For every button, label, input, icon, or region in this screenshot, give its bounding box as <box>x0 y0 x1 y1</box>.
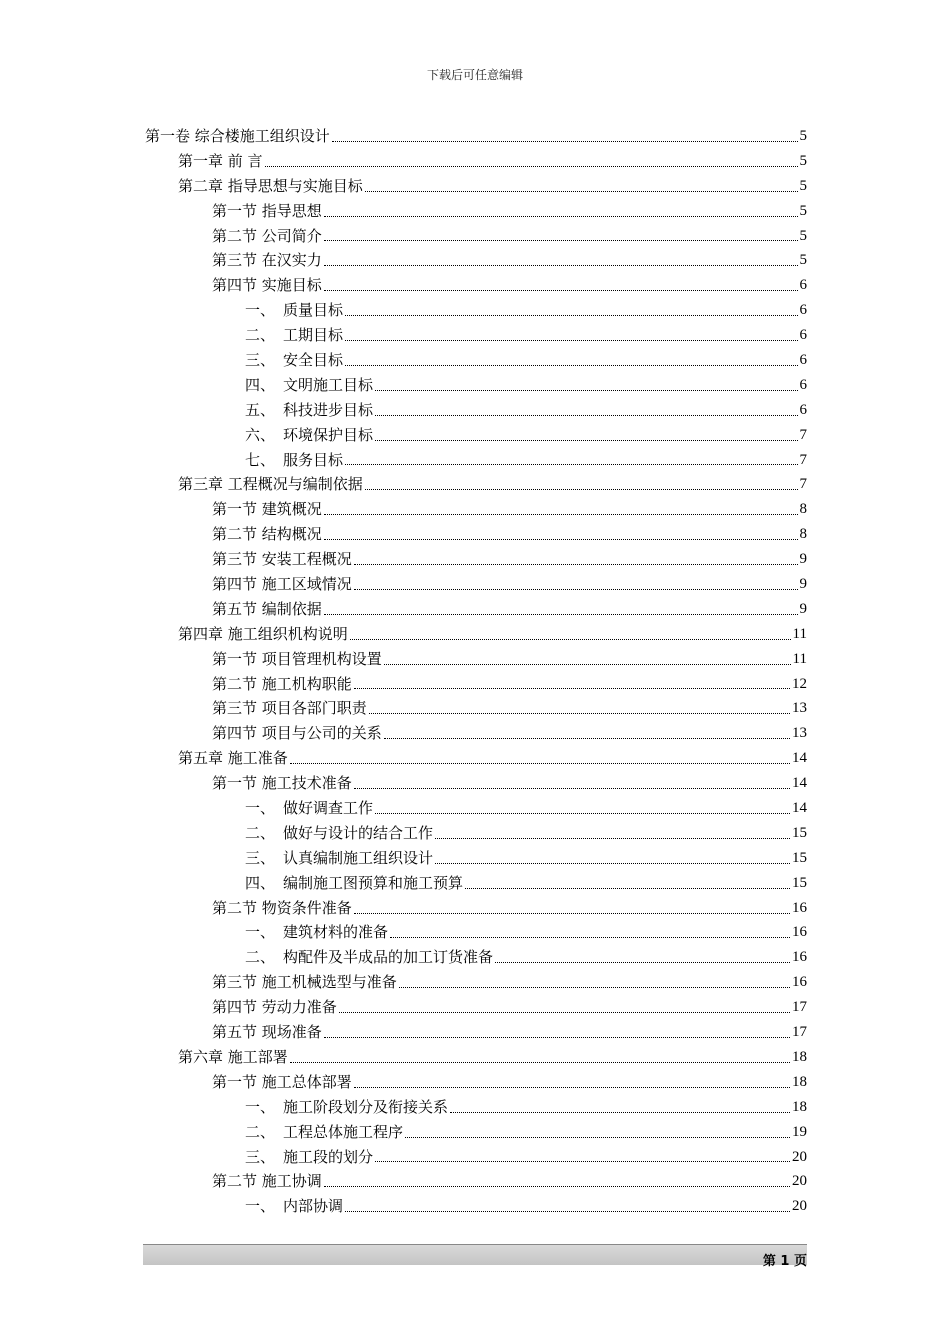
toc-entry-text: 工程总体施工程序 <box>283 1122 404 1141</box>
dot-leader <box>324 240 798 241</box>
toc-entry-page: 14 <box>792 775 807 792</box>
toc-entry-title <box>245 348 343 373</box>
toc-entry-text: 施工阶段划分及衔接关系 <box>283 1097 449 1116</box>
toc-entry-page: 8 <box>799 526 807 543</box>
toc-entry-title <box>212 771 352 796</box>
toc-entry-text: 建筑材料的准备 <box>283 923 389 942</box>
dot-leader <box>354 589 798 590</box>
toc-entry-title <box>212 970 397 995</box>
dot-leader <box>290 1062 790 1063</box>
toc-entry-title <box>212 896 352 921</box>
toc-entry-title <box>212 522 322 547</box>
toc-entry-page: 6 <box>799 302 807 319</box>
toc-entry-page: 15 <box>792 824 807 841</box>
toc-entry-title <box>178 174 363 199</box>
toc-entry-title <box>212 1070 352 1095</box>
dot-leader <box>354 913 790 914</box>
dot-leader <box>354 564 798 565</box>
toc-entry[interactable] <box>145 1045 807 1070</box>
toc-entry-text: 第二节 物资条件准备 <box>212 898 352 917</box>
toc-entry-title <box>245 423 373 448</box>
toc-entry[interactable] <box>145 1070 807 1095</box>
dot-leader <box>354 788 790 789</box>
toc-entry[interactable] <box>145 1145 807 1170</box>
toc-entry-title <box>245 1145 373 1170</box>
toc-entry-title <box>245 796 373 821</box>
dot-leader <box>324 539 798 540</box>
toc-entry-title <box>178 472 363 497</box>
dot-leader <box>375 415 797 416</box>
toc-entry-title <box>245 323 343 348</box>
toc-entry-page: 20 <box>792 1148 807 1165</box>
toc-entry-page: 20 <box>792 1198 807 1215</box>
toc-entry-page: 6 <box>799 401 807 418</box>
toc-entry[interactable] <box>145 572 807 597</box>
toc-entry-page: 6 <box>799 376 807 393</box>
toc-entry-title <box>178 622 348 647</box>
toc-entry-page: 18 <box>792 1073 807 1090</box>
toc-entry-title <box>212 497 322 522</box>
toc-entry-page: 13 <box>792 725 807 742</box>
dot-leader <box>339 1012 790 1013</box>
toc-entry-page: 5 <box>799 152 807 169</box>
toc-entry-text: 安全目标 <box>283 351 344 369</box>
toc-entry-page: 8 <box>799 501 807 518</box>
toc-entry-text: 第三节 在汉实力 <box>212 251 322 270</box>
toc-entry[interactable] <box>145 348 807 373</box>
toc-entry-text: 第三节 安装工程概况 <box>212 550 352 569</box>
dot-leader <box>332 141 798 142</box>
toc-entry-number: 一、 <box>245 301 276 320</box>
dot-leader <box>354 1087 790 1088</box>
toc-entry-text: 编制施工图预算和施工预算 <box>283 873 464 892</box>
toc-entry-text: 第五章 施工准备 <box>178 749 288 768</box>
toc-entry-page: 18 <box>792 1098 807 1115</box>
toc-entry-title <box>245 373 373 398</box>
toc-entry-text: 做好与设计的结合工作 <box>283 823 434 842</box>
toc-entry-page: 16 <box>792 949 807 966</box>
toc-entry-text: 第五节 编制依据 <box>212 599 322 618</box>
toc-entry[interactable] <box>145 796 807 821</box>
toc-entry-text: 第三章 工程概况与编制依据 <box>178 475 363 494</box>
toc-entry-page: 9 <box>799 551 807 568</box>
dot-leader <box>384 738 790 739</box>
dot-leader <box>365 489 798 490</box>
toc-entry-text: 第一节 施工技术准备 <box>212 774 352 793</box>
toc-entry[interactable] <box>145 248 807 273</box>
toc-entry-page: 16 <box>792 899 807 916</box>
toc-entry-number: 五、 <box>245 400 276 419</box>
toc-entry[interactable] <box>145 373 807 398</box>
dot-leader <box>354 688 790 689</box>
dot-leader <box>324 265 798 266</box>
toc-entry-text: 环境保护目标 <box>283 425 374 444</box>
toc-entry-page: 16 <box>792 924 807 941</box>
toc-entry-page: 12 <box>792 675 807 692</box>
footer-bar <box>143 1244 807 1265</box>
toc-entry-title <box>245 1095 448 1120</box>
toc-entry-number: 一、 <box>245 799 276 818</box>
toc-entry-title <box>245 871 463 896</box>
toc-entry-title <box>212 721 382 746</box>
toc-entry-title <box>245 920 388 945</box>
toc-entry-title <box>212 696 367 721</box>
dot-leader <box>399 987 790 988</box>
toc-entry[interactable] <box>145 647 807 672</box>
toc-entry-text: 第二节 公司简介 <box>212 226 322 245</box>
toc-entry-text: 第三节 施工机械选型与准备 <box>212 973 397 992</box>
toc-entry-page: 11 <box>792 650 807 667</box>
dot-leader <box>450 1112 790 1113</box>
toc-entry-text: 第一节 项目管理机构设置 <box>212 649 382 668</box>
toc-entry-page: 17 <box>792 999 807 1016</box>
toc-entry-text: 文明施工目标 <box>283 375 374 394</box>
toc-entry[interactable] <box>145 871 807 896</box>
toc-entry-page: 11 <box>792 625 807 642</box>
dot-leader <box>375 813 790 814</box>
toc-entry-text: 服务目标 <box>283 450 344 469</box>
dot-leader <box>375 440 797 441</box>
toc-entry-number: 一、 <box>245 1097 276 1116</box>
toc-entry-number: 一、 <box>245 1197 276 1216</box>
toc-entry-title <box>212 248 322 273</box>
dot-leader <box>495 962 790 963</box>
toc-entry-text: 工期目标 <box>283 326 344 345</box>
toc-entry[interactable] <box>145 970 807 995</box>
toc-entry-text: 第一节 指导思想 <box>212 201 322 220</box>
toc-entry-title <box>212 1020 322 1045</box>
toc-entry-text: 第一卷 综合楼施工组织设计 <box>145 126 330 145</box>
dot-leader <box>290 763 790 764</box>
dot-leader <box>435 838 790 839</box>
toc-entry-title <box>212 672 352 697</box>
toc-entry[interactable] <box>145 149 807 174</box>
toc-entry-title <box>245 398 373 423</box>
toc-entry[interactable] <box>145 199 807 224</box>
toc-entry[interactable] <box>145 1169 807 1194</box>
toc-entry[interactable] <box>145 696 807 721</box>
toc-entry-title <box>212 995 337 1020</box>
toc-entry[interactable] <box>145 298 807 323</box>
toc-entry-text: 第五节 现场准备 <box>212 1023 322 1042</box>
toc-entry-title <box>212 273 322 298</box>
toc-entry-text: 第四节 施工区域情况 <box>212 575 352 594</box>
toc-entry-title <box>245 1194 343 1219</box>
toc-entry-text: 第二章 指导思想与实施目标 <box>178 176 363 195</box>
toc-entry[interactable] <box>145 224 807 249</box>
toc-entry-text: 第二节 施工协调 <box>212 1172 322 1191</box>
footer-page-number: 第 1 页 <box>762 1254 807 1269</box>
toc-entry-page: 5 <box>799 227 807 244</box>
toc-entry-text: 第二节 结构概况 <box>212 525 322 544</box>
toc-entry[interactable] <box>145 1194 807 1219</box>
dot-leader <box>365 191 798 192</box>
toc-entry-page: 15 <box>792 874 807 891</box>
toc-entry[interactable] <box>145 547 807 572</box>
toc-entry-page: 7 <box>799 426 807 443</box>
dot-leader <box>375 390 797 391</box>
toc-entry-text: 第四节 劳动力准备 <box>212 998 337 1017</box>
toc-entry[interactable] <box>145 1095 807 1120</box>
dot-leader <box>369 713 790 714</box>
toc-entry-title <box>212 547 352 572</box>
dot-leader <box>345 340 797 341</box>
toc-entry-text: 第一节 施工总体部署 <box>212 1072 352 1091</box>
toc-entry-title <box>212 224 322 249</box>
toc-entry-title <box>212 647 382 672</box>
toc-entry-number: 四、 <box>245 873 276 892</box>
toc-entry[interactable] <box>145 921 807 946</box>
toc-entry-page: 13 <box>792 700 807 717</box>
dot-leader <box>465 888 790 889</box>
dot-leader <box>375 1161 790 1162</box>
toc-entry-title <box>245 1120 403 1145</box>
toc-entry[interactable] <box>145 174 807 199</box>
toc-entry[interactable] <box>145 721 807 746</box>
toc-entry[interactable] <box>145 995 807 1020</box>
toc-entry-number: 二、 <box>245 823 276 842</box>
toc-entry-title <box>245 298 343 323</box>
dot-leader <box>324 514 798 515</box>
toc-entry-title <box>178 149 263 174</box>
dot-leader <box>324 614 798 615</box>
dot-leader <box>324 1037 790 1038</box>
toc-entry-number: 三、 <box>245 1147 276 1166</box>
toc-entry-page: 17 <box>792 1024 807 1041</box>
toc-entry[interactable] <box>145 622 807 647</box>
table-of-contents <box>145 124 807 1219</box>
toc-entry[interactable] <box>145 472 807 497</box>
toc-entry-text: 内部协调 <box>283 1197 344 1216</box>
toc-entry[interactable] <box>145 821 807 846</box>
toc-entry-text: 第一章 前 言 <box>178 151 263 170</box>
toc-entry-title <box>212 597 322 622</box>
toc-entry-text: 第六章 施工部署 <box>178 1047 288 1066</box>
toc-entry-text: 构配件及半成品的加工订货准备 <box>283 948 494 967</box>
dot-leader <box>405 1137 790 1138</box>
toc-entry-number: 一、 <box>245 923 276 942</box>
dot-leader <box>384 664 791 665</box>
toc-entry-title <box>245 821 433 846</box>
dot-leader <box>350 639 791 640</box>
toc-entry-text: 第三节 项目各部门职责 <box>212 699 367 718</box>
toc-entry-number: 四、 <box>245 375 276 394</box>
toc-entry[interactable] <box>145 423 807 448</box>
toc-entry-page: 5 <box>799 127 807 144</box>
toc-entry-title <box>178 746 288 771</box>
toc-entry-page: 5 <box>799 177 807 194</box>
toc-entry[interactable] <box>145 273 807 298</box>
dot-leader <box>324 216 798 217</box>
toc-entry-text: 施工段的划分 <box>283 1147 374 1166</box>
toc-entry-number: 六、 <box>245 425 276 444</box>
toc-entry-page: 14 <box>792 800 807 817</box>
toc-entry-text: 第四节 项目与公司的关系 <box>212 724 382 743</box>
toc-entry-page: 7 <box>799 476 807 493</box>
toc-entry-title <box>245 945 493 970</box>
toc-entry[interactable] <box>145 746 807 771</box>
toc-entry-page: 14 <box>792 750 807 767</box>
toc-entry-page: 9 <box>799 576 807 593</box>
toc-entry[interactable] <box>145 323 807 348</box>
dot-leader <box>390 937 790 938</box>
toc-entry[interactable] <box>145 398 807 423</box>
dot-leader <box>435 863 790 864</box>
toc-entry-page: 5 <box>799 202 807 219</box>
toc-entry-text: 科技进步目标 <box>283 400 374 419</box>
toc-entry[interactable] <box>145 672 807 697</box>
toc-entry-number: 二、 <box>245 326 276 345</box>
toc-entry-text: 第二节 施工机构职能 <box>212 674 352 693</box>
toc-entry[interactable] <box>145 448 807 473</box>
toc-entry-number: 二、 <box>245 948 276 967</box>
toc-entry[interactable] <box>145 771 807 796</box>
toc-entry[interactable] <box>145 1020 807 1045</box>
toc-entry-text: 第四节 实施目标 <box>212 276 322 295</box>
toc-entry[interactable] <box>145 896 807 921</box>
toc-entry-page: 6 <box>799 352 807 368</box>
toc-entry-title <box>245 448 343 473</box>
toc-entry[interactable] <box>145 846 807 871</box>
toc-entry-title <box>245 846 433 871</box>
toc-entry-title <box>178 1045 288 1070</box>
page-header: 下载后可任意编辑 <box>426 68 523 82</box>
toc-entry-title <box>212 199 322 224</box>
toc-entry-title <box>212 572 352 597</box>
dot-leader <box>265 166 798 167</box>
toc-entry-text: 做好调查工作 <box>283 799 374 818</box>
toc-entry-page: 7 <box>799 451 807 468</box>
toc-entry-page: 19 <box>792 1123 807 1140</box>
toc-entry-text: 第四章 施工组织机构说明 <box>178 624 348 643</box>
toc-entry-page: 9 <box>799 600 807 617</box>
toc-entry[interactable] <box>145 124 807 149</box>
toc-entry-number: 三、 <box>245 351 276 369</box>
toc-entry-number: 三、 <box>245 848 276 867</box>
toc-entry[interactable] <box>145 1120 807 1145</box>
toc-entry-number: 七、 <box>245 450 276 469</box>
dot-leader <box>345 1211 790 1212</box>
toc-entry[interactable] <box>145 945 807 970</box>
toc-entry[interactable] <box>145 597 807 622</box>
toc-entry-text: 质量目标 <box>283 301 344 320</box>
toc-entry-text: 认真编制施工组织设计 <box>283 848 434 867</box>
toc-entry-page: 5 <box>799 252 807 269</box>
toc-entry[interactable] <box>145 497 807 522</box>
toc-entry-title <box>145 124 330 149</box>
toc-entry-page: 18 <box>792 1048 807 1065</box>
toc-entry-page: 16 <box>792 974 807 991</box>
dot-leader <box>345 365 797 366</box>
toc-entry-page: 6 <box>799 277 807 294</box>
dot-leader <box>345 315 797 316</box>
toc-entry-text: 第一节 建筑概况 <box>212 500 322 519</box>
toc-entry-number: 二、 <box>245 1122 276 1141</box>
toc-entry-page: 15 <box>792 849 807 866</box>
toc-entry[interactable] <box>145 522 807 547</box>
dot-leader <box>324 1186 790 1187</box>
toc-entry-page: 6 <box>799 327 807 344</box>
toc-entry-title <box>212 1169 322 1194</box>
dot-leader <box>345 464 797 465</box>
dot-leader <box>324 290 798 291</box>
toc-entry-page: 20 <box>792 1173 807 1190</box>
